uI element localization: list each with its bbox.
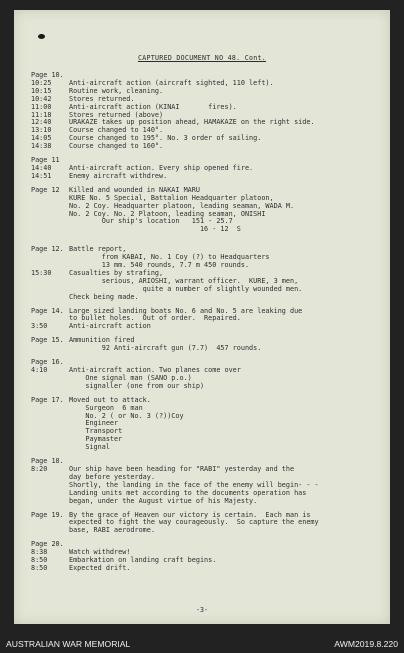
entry-time: 8:50: [31, 563, 48, 572]
entry-time: [31, 519, 69, 527]
entry-time: [31, 444, 69, 452]
entry-time: 14:05: [31, 134, 52, 143]
entry-time: Page 12: [31, 185, 60, 194]
institution-name: AUSTRALIAN WAR MEMORIAL: [6, 638, 131, 649]
entry-text: expected to fight the way courageously. So capture the enemy: [69, 518, 319, 527]
entry-time: 15:30: [31, 268, 52, 277]
entry-text: Landing units met according to the documents operation has: [69, 488, 307, 497]
entry-time: Page 18.: [31, 457, 64, 466]
entry-time: 8:38: [31, 548, 48, 557]
entry-time: 8:50: [31, 556, 48, 565]
entry-time: [31, 375, 69, 383]
document-page: [14, 10, 390, 624]
entry-time: Page 12.: [31, 245, 64, 254]
entry-time: Page 19.: [31, 510, 64, 519]
document-heading: [14, 54, 390, 62]
entry-text: Moved out to attack.: [69, 395, 151, 404]
entry-text: Watch withdrew!: [69, 548, 131, 557]
entry-text: KURE No. 5 Special, Battalion Headquarter platoon,: [69, 193, 274, 202]
entry-time: 8:20: [31, 464, 48, 473]
entry-time: [31, 420, 69, 428]
entry-text: Enemy aircraft withdrew.: [69, 171, 168, 180]
entry-line: [31, 345, 381, 353]
entry-time: 11:00: [31, 102, 52, 111]
entry-time: 14:40: [31, 163, 52, 172]
entry-text: Large sized landing boats No. 6 and No. 5 are leaking due: [69, 306, 303, 315]
attribution-bar: [0, 634, 404, 653]
entry-text: One signal man (SANO p.o.): [69, 373, 192, 382]
entry-time: 10:42: [31, 94, 52, 103]
entry-time: Page 14.: [31, 306, 64, 315]
entry-text: from KABAI, No. 1 Coy (?) to Headquarters: [69, 253, 270, 262]
entry-time: 14:38: [31, 142, 52, 151]
entry-time: [31, 482, 69, 490]
entry-line: [31, 527, 381, 535]
page-number: -3-: [196, 606, 208, 614]
entry-text: Anti-aircraft action. Every ship opened fire.: [69, 163, 254, 172]
entry-text: Course changed to 160°.: [69, 142, 164, 151]
entry-time: Page 15.: [31, 336, 64, 345]
entry-time: Page 17.: [31, 395, 64, 404]
entry-text: Casualties by strafing,: [69, 268, 164, 277]
entry-text: 13 mm. 540 rounds, 7.7 m 450 rounds.: [69, 261, 250, 270]
entry-time: 11:18: [31, 110, 52, 119]
entry-text: began, under the August virtue of his Majesty.: [69, 496, 258, 505]
entry-time: [31, 254, 69, 262]
heading-text: CAPTURED DOCUMENT NO 48. Cont.: [137, 54, 267, 62]
entry-time: [31, 428, 69, 436]
entry-time: Page 16.: [31, 358, 64, 367]
entry-text: Embarkation on landing craft begins.: [69, 556, 217, 565]
entry-time: [31, 294, 69, 302]
entry-text: Surgeon 6 man: [69, 403, 143, 412]
entry-time: [31, 218, 69, 226]
entry-time: [31, 498, 69, 506]
entry-text: URAKAZE takes up position ahead, HAMAKAZE on the right side.: [69, 118, 315, 127]
entry-line: [31, 294, 381, 302]
entry-text: Routine work, cleaning.: [69, 86, 164, 95]
entry-text: Anti-aircraft action (KINAI fires).: [69, 102, 237, 111]
entry-text: to bullet holes. Out of order. Repaired.: [69, 314, 241, 323]
entry-time: 13:10: [31, 126, 52, 135]
entry-time: [31, 195, 69, 203]
entry-time: Page 10.: [31, 71, 64, 79]
entry-text: Stores returned (above): [69, 110, 164, 119]
entry-text: Killed and wounded in NAKAI MARU: [69, 185, 200, 194]
entry-time: Page 11: [31, 156, 60, 165]
entry-time: [31, 383, 69, 391]
entry-time: [31, 405, 69, 413]
entry-text: Course changed to 140°.: [69, 126, 164, 135]
entry-text: Anti-aircraft action. Two planes come over: [69, 366, 241, 374]
entry-time: [31, 436, 69, 444]
entry-time: [31, 490, 69, 498]
entry-text: Course changed to 195°. No. 3 order of sailing.: [69, 134, 262, 143]
entry-text: Check being made.: [69, 292, 139, 301]
entry-text: serious, ARIOSHI, warrant officer. KURE, 3 men,: [69, 276, 299, 285]
entry-time: [31, 474, 69, 482]
entry-time: [31, 203, 69, 211]
entry-line: [31, 323, 381, 331]
entry-time: [31, 345, 69, 353]
entry-line: [31, 383, 381, 391]
entry-text: No. 2 ( or No. 3 (?))Coy: [69, 411, 184, 420]
entry-text: Shortly, the landing in the face of the enemy will begin- - -: [69, 480, 319, 489]
entry-text: base, RABI aerodrome.: [69, 526, 155, 535]
entry-time: 10:15: [31, 86, 52, 95]
entry-text: Paymaster: [69, 435, 123, 444]
entry-text: signaller (one from our ship): [69, 381, 205, 390]
entry-time: 10:25: [31, 78, 52, 87]
entry-time: [31, 226, 69, 234]
entry-time: [31, 211, 69, 219]
entry-line: [31, 143, 381, 151]
entry-line: [31, 444, 381, 452]
entry-time: [31, 278, 69, 286]
entry-time: [31, 413, 69, 421]
entry-line: [31, 226, 381, 234]
entry-text: Our ship's location 151 - 25.7: [69, 217, 233, 226]
entry-text: 16 - 12 S: [69, 225, 241, 234]
entry-time: 12:40: [31, 118, 52, 127]
entry-text: Our ship have been heading for "RABI" yesterday and the: [69, 464, 295, 473]
catalogue-number: AWM2019.8.220: [334, 638, 398, 649]
entry-line: [31, 498, 381, 506]
entry-time: 4:10: [31, 366, 48, 374]
entry-time: 3:50: [31, 322, 48, 331]
entry-line: [31, 565, 381, 573]
entry-text: Expected drift.: [69, 563, 131, 572]
entry-text: 92 Anti-aircraft gun (7.7) 457 rounds.: [69, 344, 262, 353]
entry-text: By the grace of Heaven our victory is certain. Each man is: [69, 510, 311, 519]
entry-line: [31, 173, 381, 181]
entry-time: 14:51: [31, 171, 52, 180]
entry-text: Stores returned.: [69, 94, 135, 103]
entry-text: Anti-aircraft action: [69, 322, 151, 331]
entry-time: Page 20.: [31, 540, 64, 549]
entry-text: Battle report,: [69, 245, 127, 254]
punch-hole-mark: [38, 34, 45, 39]
entry-text: quite a number of slightly wounded men.: [69, 284, 303, 293]
entry-text: Transport: [69, 427, 123, 436]
entry-text: No. 2 Coy. Headquarter platoon, leading seaman, WADA M.: [69, 201, 295, 210]
entry-text: No. 2 Coy. No. 2 Platoon, leading seaman, ONISHI: [69, 209, 266, 218]
entry-text: Ammunition fired: [69, 336, 135, 345]
entry-text: Engineer: [69, 419, 119, 428]
entry-text: day before yesterday.: [69, 472, 155, 481]
entry-text: Signal: [69, 443, 110, 452]
diary-entries: [31, 72, 381, 573]
entry-time: [31, 527, 69, 535]
entry-time: [31, 286, 69, 294]
entry-text: Anti-aircraft action (aircraft sighted, 110 left).: [69, 78, 274, 87]
